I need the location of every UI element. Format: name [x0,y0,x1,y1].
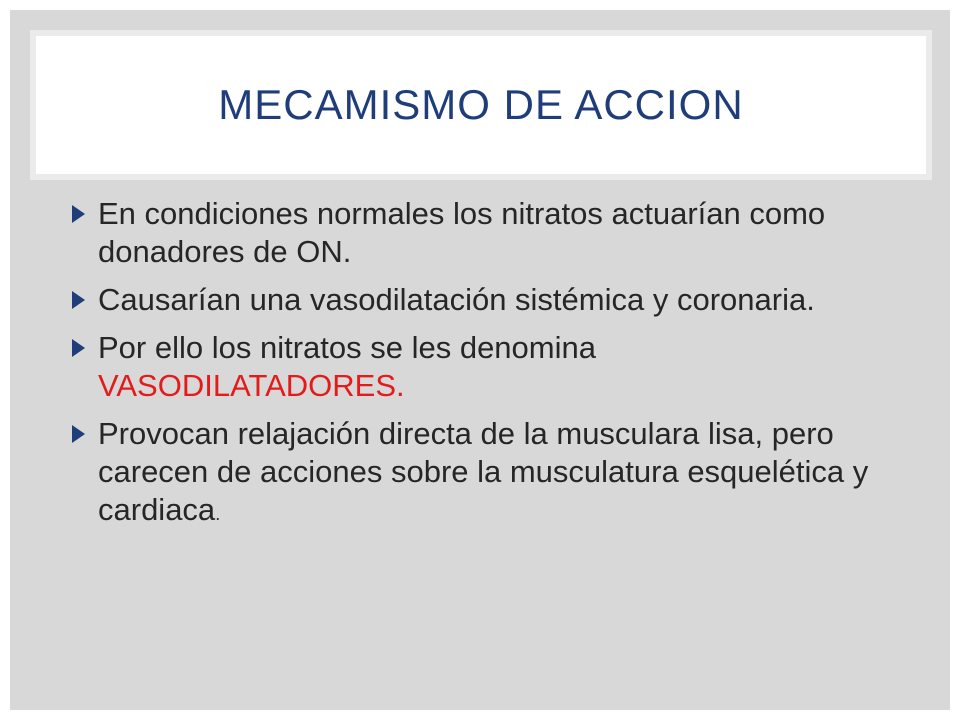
slide [10,10,950,710]
triangle-right-icon [72,291,85,309]
bullet-list [70,195,890,543]
title-box [30,30,932,180]
bullet-item [70,195,890,271]
slide-title: MECAMISMO DE ACCION [218,81,744,128]
triangle-right-icon [72,425,85,443]
bullet-item [70,415,890,533]
bullet-trailing-period: . [215,504,221,524]
bullet-text: En condiciones normales los nitratos actuarían como donadores de ON. [98,196,826,269]
bullet-text: Por ello los nitratos se les denomina [98,330,596,365]
highlight-text: VASODILATADORES. [98,368,405,403]
bullet-item [70,281,890,319]
bullet-item [70,329,890,405]
triangle-right-icon [72,339,85,357]
bullet-text: Provocan relajación directa de la musculara lisa, pero carecen de acciones sobre la musculatura esquelética y cardiaca [98,416,869,527]
triangle-right-icon [72,205,85,223]
bullet-text: Causarían una vasodilatación sistémica y coronaria. [98,282,815,317]
